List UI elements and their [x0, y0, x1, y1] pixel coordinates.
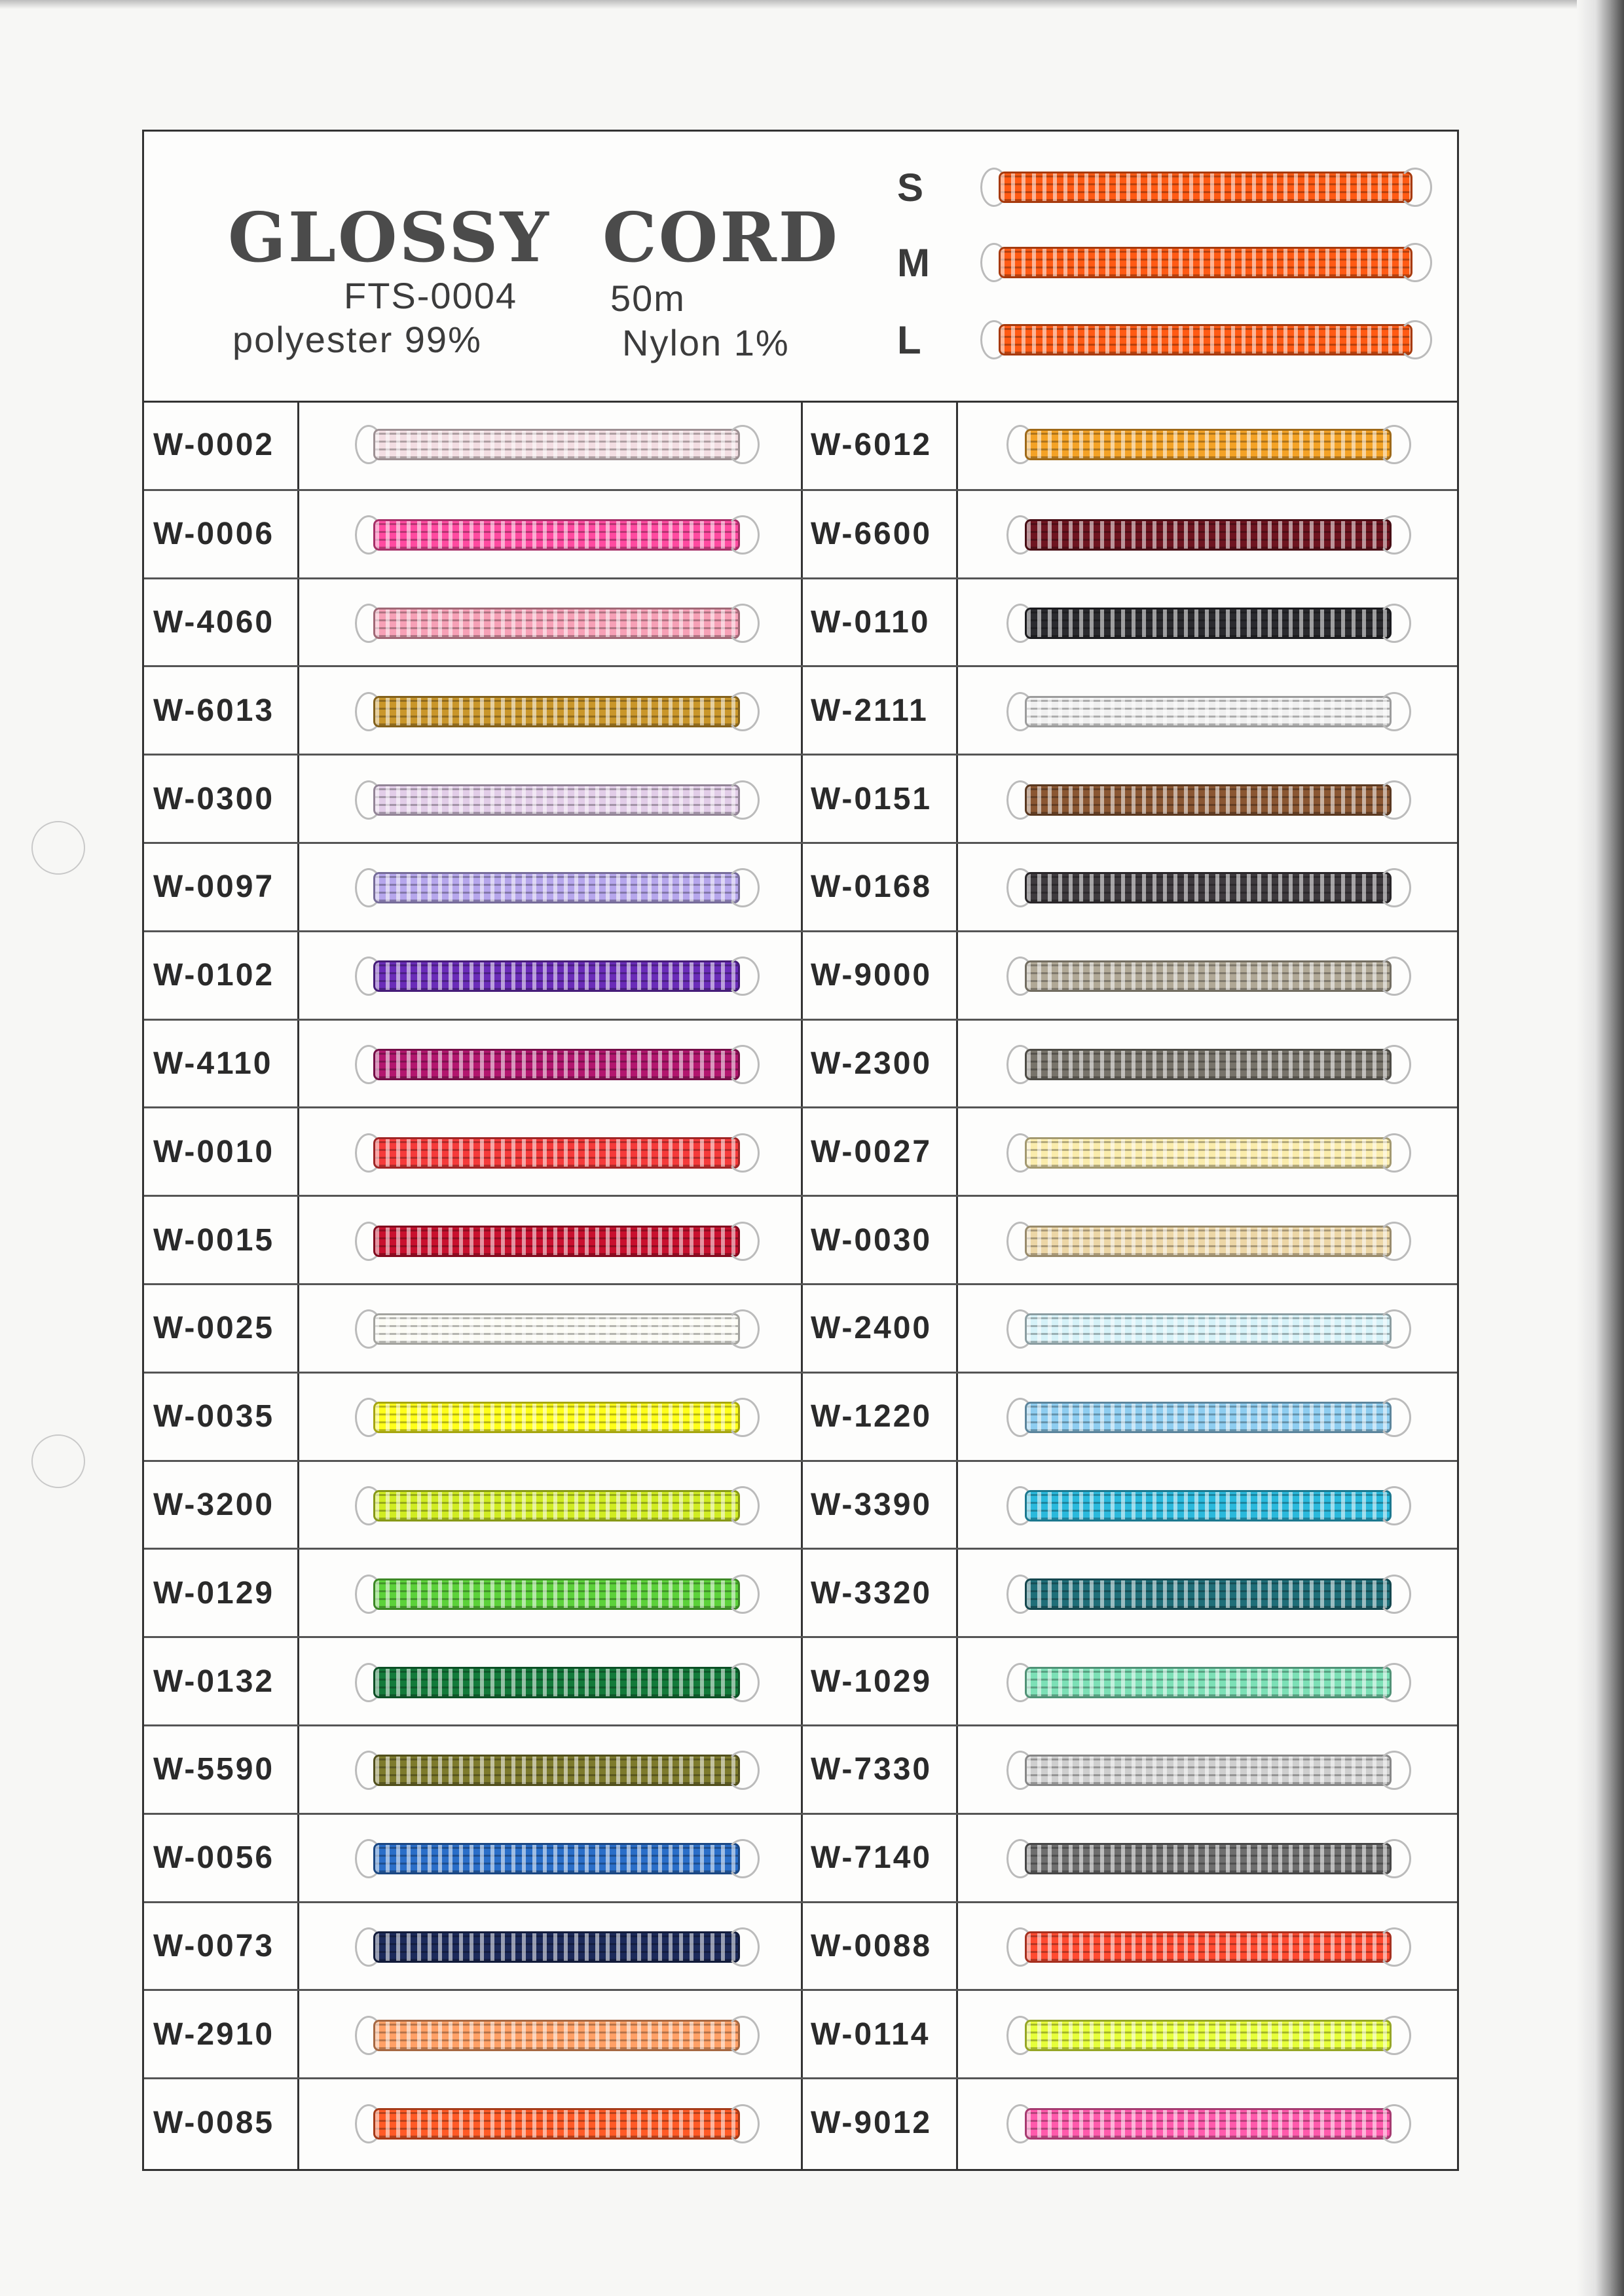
cord-swatch-w-1029-hook-right	[1377, 1663, 1411, 1702]
cord-swatch-w-0056-hook-right	[726, 1839, 760, 1878]
cord-swatch-w-0110	[1025, 608, 1392, 639]
punch-hole-lower	[31, 1434, 85, 1488]
color-code-label: W-0151	[811, 781, 932, 816]
cord-swatch-w-0006	[373, 519, 740, 551]
color-code-label: W-0300	[153, 781, 275, 816]
cord-swatch-w-9000	[1025, 960, 1392, 992]
cord-swatch-w-0030-hook-right	[1377, 1222, 1411, 1261]
cord-swatch-w-5590-hook-right	[726, 1751, 760, 1790]
color-code-label: W-0102	[153, 958, 275, 993]
color-code-label: W-0114	[811, 2016, 931, 2052]
table-row	[144, 2077, 1457, 2166]
color-code-label: W-0027	[811, 1134, 932, 1169]
cord-swatch-w-4060	[373, 608, 740, 639]
cord-swatch-w-2910	[373, 2020, 740, 2051]
cord-swatch-w-0073-hook-right	[726, 1927, 760, 1967]
color-code-label: W-9000	[811, 958, 932, 993]
cord-swatch-w-7330	[1025, 1755, 1392, 1786]
cord-sample-size-s-hook-right	[1398, 168, 1432, 207]
color-code-label: W-0015	[153, 1222, 275, 1258]
cord-swatch-w-3200	[373, 1490, 740, 1522]
cord-swatch-w-2111-hook-right	[1377, 692, 1411, 731]
card-header	[144, 132, 1457, 403]
color-card	[142, 130, 1459, 2171]
cord-swatch-w-7140-hook-right	[1377, 1839, 1411, 1878]
table-row	[144, 754, 1457, 842]
table-row	[144, 401, 1457, 489]
table-row	[144, 1283, 1457, 1372]
cord-swatch-w-0168	[1025, 872, 1392, 903]
cord-swatch-w-0002	[373, 429, 740, 460]
color-code-label: W-0073	[153, 1928, 275, 1963]
cord-swatch-w-0129	[373, 1578, 740, 1610]
cord-swatch-w-3320-hook-right	[1377, 1575, 1411, 1614]
cord-swatch-w-3390	[1025, 1490, 1392, 1522]
cord-swatch-w-0300-hook-right	[726, 780, 760, 820]
cord-swatch-w-0006-hook-right	[726, 515, 760, 555]
cord-swatch-w-0151	[1025, 784, 1392, 816]
table-row	[144, 1460, 1457, 1548]
cord-swatch-w-0088	[1025, 1931, 1392, 1963]
table-row	[144, 1901, 1457, 1990]
cord-swatch-w-6600	[1025, 519, 1392, 551]
color-code-label: W-6600	[811, 517, 932, 552]
cord-swatch-w-1220-hook-right	[1377, 1398, 1411, 1437]
page-right-edge	[1577, 0, 1624, 2296]
cord-swatch-w-0168-hook-right	[1377, 868, 1411, 907]
color-code-label: W-1220	[811, 1399, 932, 1434]
product-code: FTS-0004	[344, 275, 517, 316]
color-code-label: W-6013	[153, 693, 275, 728]
color-code-label: W-2300	[811, 1046, 932, 1081]
color-code-label: W-7140	[811, 1840, 932, 1876]
color-code-label: W-3320	[811, 1575, 932, 1611]
cord-swatch-w-0010-hook-right	[726, 1133, 760, 1173]
color-code-label: W-0110	[811, 604, 931, 640]
cord-swatch-w-6012	[1025, 429, 1392, 460]
product-title: GLOSSY CORD	[228, 197, 840, 278]
cord-swatch-w-0110-hook-right	[1377, 604, 1411, 643]
cord-sample-size-l	[999, 324, 1412, 355]
color-code-label: W-3200	[153, 1487, 275, 1522]
table-row	[144, 489, 1457, 577]
table-row	[144, 1195, 1457, 1283]
color-code-label: W-0097	[153, 869, 275, 905]
table-row	[144, 842, 1457, 930]
cord-swatch-w-0132	[373, 1667, 740, 1698]
color-code-label: W-0002	[153, 427, 275, 462]
cord-swatch-w-2300	[1025, 1049, 1392, 1080]
color-code-label: W-2910	[153, 2016, 275, 2052]
cord-swatch-w-0151-hook-right	[1377, 780, 1411, 820]
cord-swatch-w-0035-hook-right	[726, 1398, 760, 1437]
color-code-label: W-4110	[153, 1046, 273, 1081]
table-row	[144, 1106, 1457, 1195]
cord-sample-size-m-hook-right	[1398, 243, 1432, 282]
color-code-label: W-0035	[153, 1399, 275, 1434]
cord-swatch-w-0088-hook-right	[1377, 1927, 1411, 1967]
cord-swatch-w-0025-hook-right	[726, 1309, 760, 1349]
cord-swatch-w-0073	[373, 1931, 740, 1963]
cord-swatch-w-0300	[373, 784, 740, 816]
color-code-label: W-7330	[811, 1752, 932, 1787]
cord-swatch-w-2300-hook-right	[1377, 1045, 1411, 1084]
cord-swatch-w-0035	[373, 1402, 740, 1433]
cord-swatch-w-7140	[1025, 1843, 1392, 1874]
cord-swatch-w-0129-hook-right	[726, 1575, 760, 1614]
cord-swatch-w-0097-hook-right	[726, 868, 760, 907]
color-code-label: W-0129	[153, 1575, 275, 1611]
cord-swatch-w-0002-hook-right	[726, 425, 760, 464]
color-code-label: W-6012	[811, 427, 932, 462]
cord-swatch-w-5590	[373, 1755, 740, 1786]
cord-swatch-w-3200-hook-right	[726, 1486, 760, 1525]
cord-swatch-w-0015	[373, 1226, 740, 1257]
color-code-label: W-0088	[811, 1928, 932, 1963]
material-polyester: polyester 99%	[232, 319, 482, 360]
table-row	[144, 1989, 1457, 2077]
table-row	[144, 577, 1457, 666]
cord-swatch-w-2400	[1025, 1313, 1392, 1345]
cord-swatch-w-6013	[373, 696, 740, 727]
table-row	[144, 1372, 1457, 1460]
color-code-label: W-0168	[811, 869, 932, 905]
cord-swatch-w-9012	[1025, 2108, 1392, 2140]
cord-swatch-w-1029	[1025, 1667, 1392, 1698]
table-row	[144, 665, 1457, 754]
table-row	[144, 1019, 1457, 1107]
cord-swatch-w-1220	[1025, 1402, 1392, 1433]
cord-swatch-w-0114-hook-right	[1377, 2016, 1411, 2055]
color-code-label: W-2400	[811, 1311, 932, 1346]
color-code-label: W-0085	[153, 2105, 275, 2140]
color-code-label: W-0030	[811, 1222, 932, 1258]
cord-swatch-w-3390-hook-right	[1377, 1486, 1411, 1525]
cord-swatch-w-9012-hook-right	[1377, 2104, 1411, 2143]
cord-swatch-w-6012-hook-right	[1377, 425, 1411, 464]
cord-sample-size-s	[999, 172, 1412, 203]
color-code-label: W-1029	[811, 1664, 932, 1699]
cord-swatch-w-9000-hook-right	[1377, 957, 1411, 996]
cord-swatch-w-0056	[373, 1843, 740, 1874]
cord-swatch-w-6600-hook-right	[1377, 515, 1411, 555]
cord-swatch-w-4060-hook-right	[726, 604, 760, 643]
color-code-label: W-0056	[153, 1840, 275, 1876]
cord-swatch-w-0030	[1025, 1226, 1392, 1257]
punch-hole-upper	[31, 821, 85, 875]
cord-swatch-w-6013-hook-right	[726, 692, 760, 731]
table-row	[144, 1724, 1457, 1813]
material-nylon: Nylon 1%	[622, 322, 790, 363]
cord-sample-size-l-hook-right	[1398, 320, 1432, 359]
cord-swatch-w-0085	[373, 2108, 740, 2140]
color-code-label: W-5590	[153, 1752, 275, 1787]
cord-swatch-w-4110	[373, 1049, 740, 1080]
size-label-s: S	[897, 166, 924, 210]
color-code-label: W-0006	[153, 517, 275, 552]
color-code-label: W-4060	[153, 604, 275, 640]
cord-swatch-w-4110-hook-right	[726, 1045, 760, 1084]
table-row	[144, 1636, 1457, 1724]
table-row	[144, 930, 1457, 1019]
color-code-label: W-0025	[153, 1311, 275, 1346]
cord-swatch-w-0102-hook-right	[726, 957, 760, 996]
cord-sample-size-m	[999, 247, 1412, 278]
cord-swatch-w-0027	[1025, 1137, 1392, 1169]
cord-swatch-w-2910-hook-right	[726, 2016, 760, 2055]
cord-swatch-w-0097	[373, 872, 740, 903]
color-code-label: W-0010	[153, 1134, 275, 1169]
cord-swatch-w-0114	[1025, 2020, 1392, 2051]
table-row	[144, 1813, 1457, 1901]
table-row	[144, 1548, 1457, 1636]
cord-swatch-w-0027-hook-right	[1377, 1133, 1411, 1173]
cord-swatch-w-0102	[373, 960, 740, 992]
color-code-label: W-2111	[811, 693, 929, 728]
page-top-edge	[0, 0, 1624, 9]
color-code-label: W-9012	[811, 2105, 932, 2140]
cord-swatch-w-0085-hook-right	[726, 2104, 760, 2143]
roll-length: 50m	[610, 278, 686, 319]
cord-swatch-w-3320	[1025, 1578, 1392, 1610]
cord-swatch-w-2400-hook-right	[1377, 1309, 1411, 1349]
cord-swatch-w-2111	[1025, 696, 1392, 727]
cord-swatch-w-0025	[373, 1313, 740, 1345]
color-code-label: W-3390	[811, 1487, 932, 1522]
cord-swatch-w-0132-hook-right	[726, 1663, 760, 1702]
cord-swatch-w-0015-hook-right	[726, 1222, 760, 1261]
size-label-l: L	[897, 318, 921, 362]
size-label-m: M	[897, 241, 930, 285]
cord-swatch-w-0010	[373, 1137, 740, 1169]
cord-swatch-w-7330-hook-right	[1377, 1751, 1411, 1790]
color-code-label: W-0132	[153, 1664, 275, 1699]
